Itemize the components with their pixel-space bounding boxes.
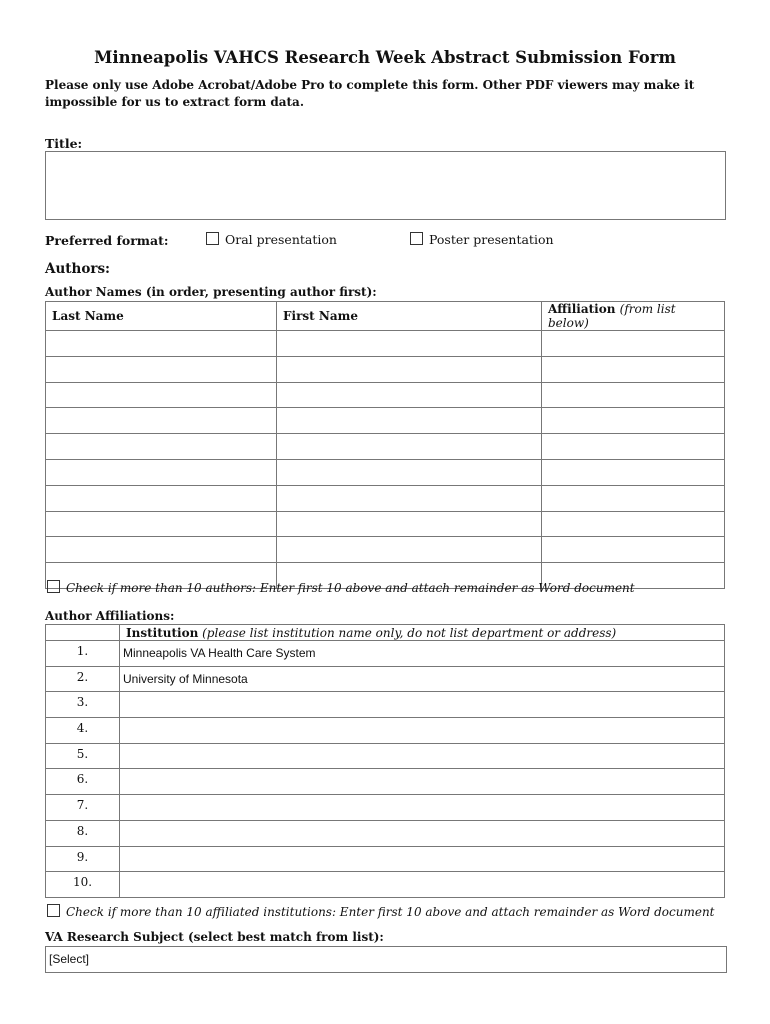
- row-number: 9.: [46, 846, 120, 872]
- table-row: [46, 511, 725, 537]
- last-name-input[interactable]: [46, 331, 277, 357]
- author-table-header: [46, 302, 725, 331]
- oral-option[interactable]: [206, 232, 337, 247]
- table-row: [46, 356, 725, 382]
- institution-input[interactable]: [120, 795, 725, 821]
- affiliation-input[interactable]: [542, 356, 725, 382]
- first-name-input[interactable]: [277, 485, 542, 511]
- table-row: [46, 718, 725, 744]
- row-number: 4.: [46, 718, 120, 744]
- last-name-input[interactable]: [46, 356, 277, 382]
- affiliation-table-header: [46, 625, 725, 641]
- subject-label: VA Research Subject (select best match from list):: [45, 930, 384, 944]
- table-row: [46, 692, 725, 718]
- table-row: [46, 743, 725, 769]
- institution-input[interactable]: [120, 743, 725, 769]
- institution-input[interactable]: [120, 820, 725, 846]
- table-row: [46, 382, 725, 408]
- affiliation-table: [45, 624, 725, 898]
- affiliation-input[interactable]: [542, 382, 725, 408]
- oral-label: Oral presentation: [225, 232, 337, 247]
- affiliation-input[interactable]: [542, 511, 725, 537]
- row-number: 1.: [46, 641, 120, 667]
- row-number: 5.: [46, 743, 120, 769]
- last-name-input[interactable]: [46, 511, 277, 537]
- table-row: [46, 872, 725, 898]
- subject-select[interactable]: [Select]: [45, 946, 727, 973]
- affiliation-input[interactable]: [542, 485, 725, 511]
- institution-input[interactable]: University of Minnesota: [120, 666, 725, 692]
- author-table: [45, 301, 725, 589]
- col-first-name: First Name: [277, 302, 542, 331]
- affiliation-input[interactable]: [542, 408, 725, 434]
- institution-input[interactable]: [120, 846, 725, 872]
- table-row: [46, 641, 725, 667]
- row-number: 7.: [46, 795, 120, 821]
- more-authors-checkbox[interactable]: [47, 580, 60, 593]
- table-row: [46, 666, 725, 692]
- authors-heading: Authors:: [45, 261, 111, 277]
- table-row: [46, 408, 725, 434]
- oral-checkbox[interactable]: [206, 232, 219, 245]
- more-affils-label: Check if more than 10 affiliated institutions: Enter first 10 above and attach remainder as Word document: [66, 905, 715, 919]
- row-number: 10.: [46, 872, 120, 898]
- poster-option[interactable]: [410, 232, 554, 247]
- first-name-input[interactable]: [277, 408, 542, 434]
- first-name-input[interactable]: [277, 382, 542, 408]
- table-row: [46, 434, 725, 460]
- format-label: Preferred format:: [45, 233, 169, 248]
- first-name-input[interactable]: [277, 459, 542, 485]
- last-name-input[interactable]: [46, 485, 277, 511]
- last-name-input[interactable]: [46, 459, 277, 485]
- last-name-input[interactable]: [46, 408, 277, 434]
- more-authors-label: Check if more than 10 authors: Enter first 10 above and attach remainder as Word document: [66, 581, 635, 595]
- institution-input[interactable]: [120, 872, 725, 898]
- first-name-input[interactable]: [277, 511, 542, 537]
- institution-input[interactable]: Minneapolis VA Health Care System: [120, 641, 725, 667]
- title-input[interactable]: [45, 151, 726, 220]
- last-name-input[interactable]: [46, 434, 277, 460]
- table-row: [46, 795, 725, 821]
- table-row: [46, 846, 725, 872]
- table-row: [46, 769, 725, 795]
- more-affils-option[interactable]: [47, 904, 715, 919]
- row-number: 8.: [46, 820, 120, 846]
- institution-input[interactable]: [120, 718, 725, 744]
- form-title: Minneapolis VAHCS Research Week Abstract Submission Form: [94, 48, 676, 67]
- col-institution: Institution (please list institution name only, do not list department or address): [120, 625, 725, 641]
- poster-checkbox[interactable]: [410, 232, 423, 245]
- table-row: [46, 820, 725, 846]
- col-last-name: Last Name: [46, 302, 277, 331]
- num-header: [46, 625, 120, 641]
- instructions: Please only use Adobe Acrobat/Adobe Pro to complete this form. Other PDF viewers may make it impossible for us to extract form data.: [45, 78, 695, 109]
- first-name-input[interactable]: [277, 331, 542, 357]
- affiliation-input[interactable]: [542, 331, 725, 357]
- affiliations-label: Author Affiliations:: [45, 609, 175, 623]
- poster-label: Poster presentation: [429, 232, 554, 247]
- last-name-input[interactable]: [46, 537, 277, 563]
- more-authors-option[interactable]: [47, 580, 635, 595]
- row-number: 2.: [46, 666, 120, 692]
- table-row: [46, 459, 725, 485]
- first-name-input[interactable]: [277, 434, 542, 460]
- institution-input[interactable]: [120, 769, 725, 795]
- affiliation-input[interactable]: [542, 537, 725, 563]
- table-row: [46, 537, 725, 563]
- affiliation-input[interactable]: [542, 459, 725, 485]
- row-number: 6.: [46, 769, 120, 795]
- institution-input[interactable]: [120, 692, 725, 718]
- more-affils-checkbox[interactable]: [47, 904, 60, 917]
- col-affiliation: Affiliation (from list below): [542, 302, 725, 331]
- author-names-label: Author Names (in order, presenting author first):: [45, 285, 377, 299]
- table-row: [46, 485, 725, 511]
- last-name-input[interactable]: [46, 382, 277, 408]
- title-label: Title:: [45, 136, 83, 151]
- first-name-input[interactable]: [277, 356, 542, 382]
- row-number: 3.: [46, 692, 120, 718]
- affiliation-input[interactable]: [542, 434, 725, 460]
- table-row: [46, 331, 725, 357]
- first-name-input[interactable]: [277, 537, 542, 563]
